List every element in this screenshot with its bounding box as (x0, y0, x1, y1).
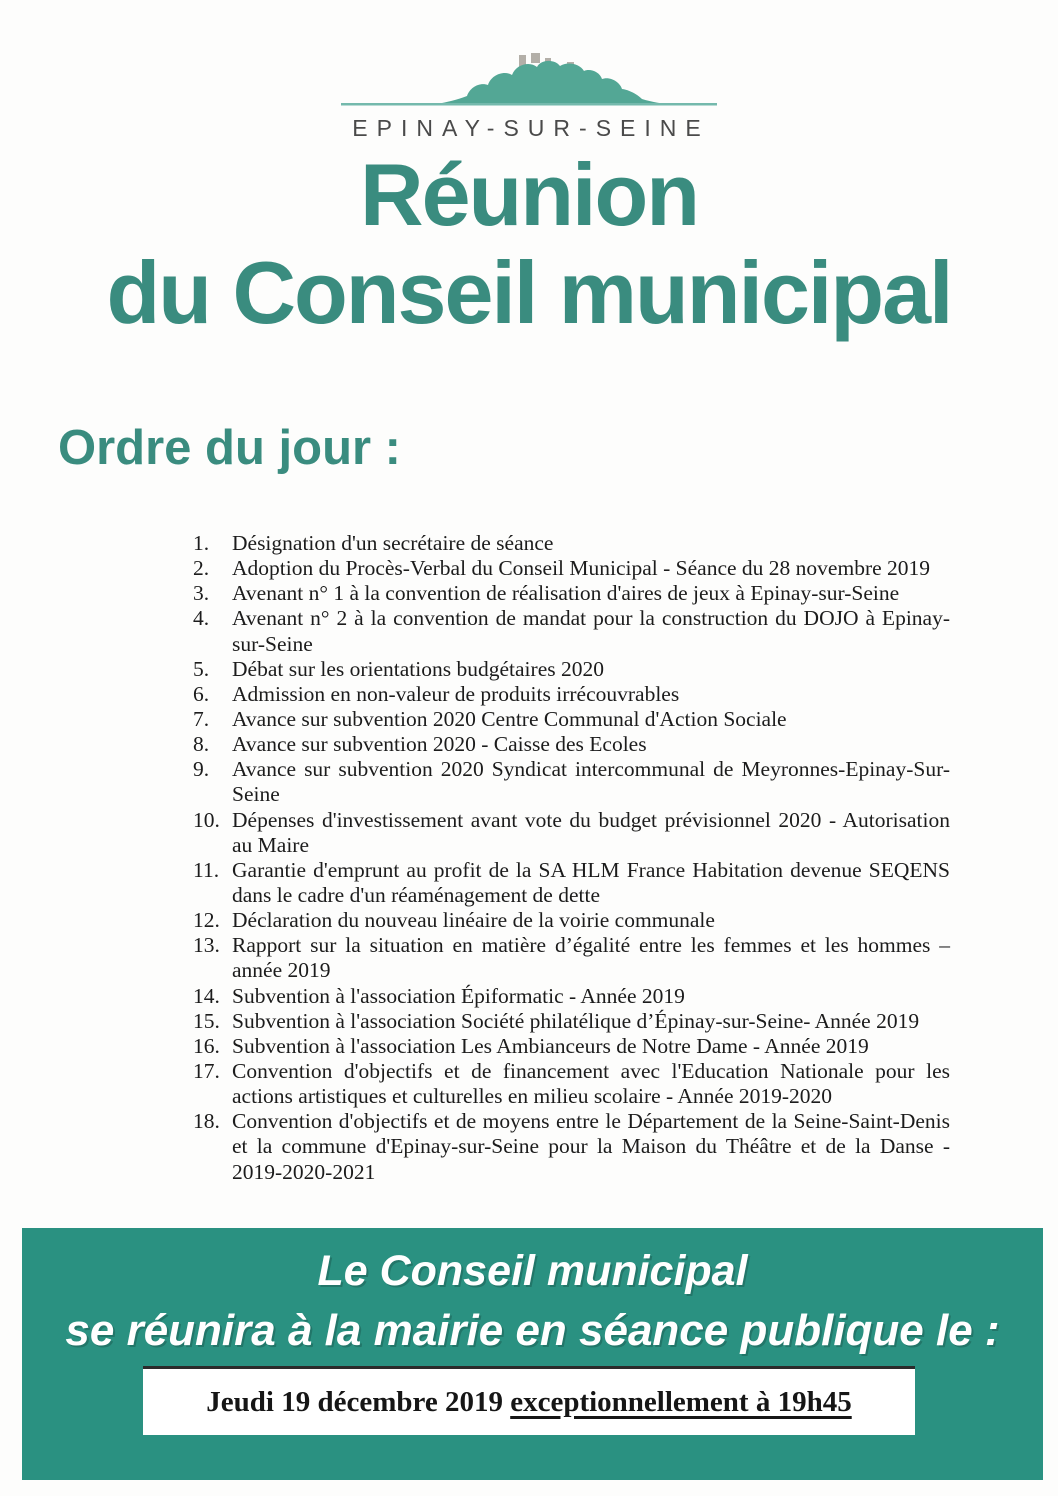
logo-skyline-icon (341, 52, 717, 114)
agenda-item-number: 5. (193, 656, 210, 681)
town-logo (341, 52, 717, 142)
agenda-item-number: 1. (193, 531, 210, 555)
agenda-item (193, 556, 950, 581)
agenda-item (193, 1034, 950, 1059)
agenda-item (193, 1109, 950, 1184)
meeting-date-text (206, 1386, 851, 1419)
agenda-item-text: Désignation d'un secrétaire de séance (232, 531, 554, 555)
agenda-item (193, 858, 950, 908)
agenda-item (193, 933, 950, 983)
agenda-item (193, 808, 950, 858)
agenda-item-number: 14. (193, 983, 220, 1008)
banner-line-1: Le Conseil municipal (317, 1247, 748, 1295)
meeting-date-box (143, 1366, 915, 1435)
banner-line-2: se réunira à la mairie en séance publique le : (65, 1306, 1000, 1355)
poster-title-line1: Réunion (360, 145, 698, 244)
agenda-item-text: Avance sur subvention 2020 Syndicat intercommunal de Meyronnes-Epinay-Sur-Seine (232, 757, 950, 807)
poster-title (0, 146, 1058, 342)
agenda-item (193, 707, 950, 732)
agenda-item-number: 11. (193, 857, 220, 882)
agenda-item-text: Convention d'objectifs et de financement avec l'Education Nationale pour les actions artistiques et culturelles en milieu scolaire - Année 2019-2020 (232, 1058, 950, 1109)
meeting-date-prefix: Jeudi 19 décembre 2019 (206, 1385, 511, 1418)
agenda-item-text: Admission en non-valeur de produits irrécouvrables (232, 681, 680, 706)
agenda-item-number: 16. (193, 1033, 220, 1058)
agenda-item-text: Avance sur subvention 2020 Centre Communal d'Action Sociale (232, 706, 787, 731)
meeting-time-underlined: exceptionnellement à 19h45 (510, 1385, 852, 1418)
agenda-item-text: Subvention à l'association Épiformatic - Année 2019 (232, 983, 685, 1008)
agenda-item-text: Avenant n° 2 à la convention de mandat pour la construction du DOJO à Epinay-sur-Seine (232, 606, 950, 656)
agenda-item-number: 8. (193, 732, 210, 757)
agenda-item-text: Déclaration du nouveau linéaire de la voirie communale (232, 908, 715, 933)
agenda-item-text: Avance sur subvention 2020 - Caisse des Ecoles (232, 732, 647, 757)
agenda-item-text: Adoption du Procès-Verbal du Conseil Municipal - Séance du 28 novembre 2019 (232, 556, 931, 581)
agenda-item-number: 3. (193, 581, 210, 606)
agenda-list (193, 531, 950, 1185)
agenda-item (193, 657, 950, 682)
agenda-item-number: 6. (193, 681, 210, 706)
agenda-item-text: Convention d'objectifs et de moyens entre le Département de la Seine-Saint-Denis et la commune d'Epinay-sur-Seine pour la Maison du Théâtre et de la Danse - 2019-2020-2021 (232, 1109, 950, 1184)
agenda-item-number: 7. (193, 706, 210, 731)
agenda-item-number: 4. (193, 606, 210, 631)
agenda-item-text: Débat sur les orientations budgétaires 2020 (232, 656, 604, 681)
agenda-item-number: 2. (193, 556, 210, 581)
agenda-item (193, 732, 950, 757)
agenda-item (193, 1059, 950, 1109)
agenda-item-text: Subvention à l'association Société philatélique d’Épinay-sur-Seine- Année 2019 (232, 1008, 920, 1033)
agenda-item (193, 908, 950, 933)
agenda-item-number: 10. (193, 807, 220, 832)
agenda-item-number: 13. (193, 933, 220, 958)
agenda-item-number: 17. (193, 1058, 220, 1083)
agenda-item (193, 606, 950, 656)
agenda-item-text: Avenant n° 1 à la convention de réalisation d'aires de jeux à Epinay-sur-Seine (232, 581, 900, 606)
announcement-banner (22, 1228, 1043, 1480)
agenda-heading: Ordre du jour : (58, 421, 401, 475)
agenda-item-number: 9. (193, 757, 210, 782)
agenda-item-text: Rapport sur la situation en matière d’égalité entre les femmes et les hommes – année 2019 (232, 933, 950, 983)
agenda-item (193, 757, 950, 807)
poster-title-line2: du Conseil municipal (106, 243, 952, 342)
agenda-item-text: Dépenses d'investissement avant vote du budget prévisionnel 2020 - Autorisation au Maire (232, 807, 950, 857)
agenda-item (193, 682, 950, 707)
agenda-item-text: Garantie d'emprunt au profit de la SA HLM France Habitation devenue SEQENS dans le cadre d'un réaménagement de dette (232, 857, 950, 907)
agenda-item (193, 531, 950, 556)
agenda-item-number: 15. (193, 1008, 220, 1033)
agenda-item (193, 581, 950, 606)
agenda-item-number: 12. (193, 908, 220, 933)
agenda-item-text: Subvention à l'association Les Ambianceurs de Notre Dame - Année 2019 (232, 1033, 869, 1058)
logo-wordmark: EPINAY-SUR-SEINE (352, 115, 710, 141)
agenda-item (193, 1009, 950, 1034)
agenda-item (193, 984, 950, 1009)
agenda-item-number: 18. (193, 1109, 220, 1134)
